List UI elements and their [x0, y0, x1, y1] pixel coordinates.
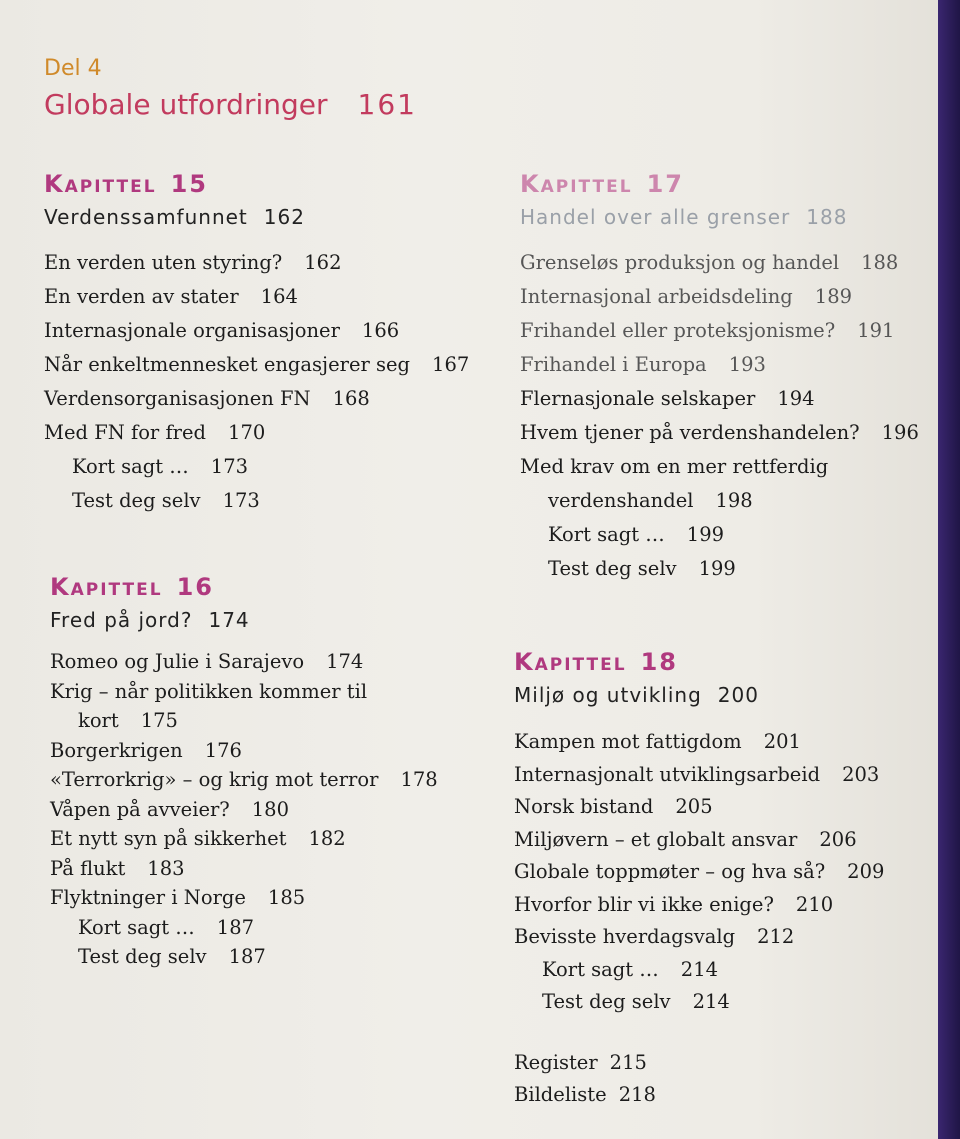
- toc-list: [50, 647, 438, 972]
- toc-entry-page: 206: [819, 827, 857, 851]
- toc-entry-page: 191: [857, 319, 895, 342]
- toc-entry-text: Internasjonal arbeidsdeling: [520, 285, 793, 308]
- back-matter-picture-list[interactable]: [514, 1079, 884, 1111]
- chapter-number: 18: [640, 648, 678, 676]
- toc-entry-test[interactable]: [520, 552, 919, 586]
- toc-entry[interactable]: [520, 280, 919, 314]
- toc-entry-page: 173: [222, 489, 260, 512]
- toc-entry-text: Kort sagt …: [78, 915, 195, 939]
- toc-entry-text: Test deg selv: [542, 990, 671, 1013]
- toc-entry-text: Borgerkrigen: [50, 738, 183, 762]
- toc-entry-page: 167: [432, 353, 470, 376]
- book-cover-edge: [938, 0, 960, 1139]
- toc-entry-text: Internasjonale organisasjoner: [44, 319, 340, 342]
- toc-entry-page: 166: [361, 319, 400, 342]
- toc-entry-text: Kampen mot fattigdom: [514, 730, 742, 753]
- chapter-title-text: Fred på jord?: [50, 608, 193, 632]
- chapter-17-block: [520, 170, 919, 586]
- toc-entry[interactable]: [44, 382, 469, 416]
- toc-entry-text: Frihandel eller proteksjonisme?: [520, 319, 836, 342]
- toc-entry-page: 176: [204, 738, 242, 762]
- toc-entry-text: Test deg selv: [548, 557, 677, 580]
- chapter-title: [520, 204, 919, 230]
- chapter-title: [50, 607, 438, 633]
- chapter-title-text: Miljø og utvikling: [514, 683, 702, 707]
- toc-entry[interactable]: [50, 824, 438, 854]
- chapter-title-text: Verdenssamfunnet: [44, 205, 248, 229]
- toc-entry-text: En verden av stater: [44, 285, 239, 308]
- toc-entry-text: verdenshandel: [548, 489, 694, 512]
- toc-entry[interactable]: [520, 450, 919, 484]
- kapittel-word: Kapittel: [50, 573, 163, 601]
- part-page-number: 161: [357, 88, 417, 121]
- toc-entry-text: Bevisste hverdagsvalg: [514, 925, 736, 948]
- toc-entry[interactable]: [520, 382, 919, 416]
- toc-entry-continued[interactable]: [50, 706, 438, 736]
- toc-entry-text: Test deg selv: [78, 945, 207, 968]
- chapter-heading: [520, 170, 919, 198]
- toc-entry-page: 198: [715, 489, 753, 512]
- toc-entry-page: 189: [814, 285, 853, 308]
- toc-entry[interactable]: [50, 883, 438, 913]
- toc-entry[interactable]: [520, 246, 919, 280]
- toc-entry-page: 215: [609, 1050, 647, 1074]
- toc-entry-text: Kort sagt …: [72, 455, 189, 478]
- toc-entry-text: Hvem tjener på verdenshandelen?: [520, 421, 860, 444]
- toc-entry-page: 188: [861, 251, 899, 274]
- toc-entry-text: Våpen på avveier?: [50, 797, 230, 821]
- toc-entry[interactable]: [50, 736, 438, 766]
- part-title: [44, 88, 417, 121]
- toc-entry-text: Miljøvern – et globalt ansvar: [514, 827, 798, 851]
- toc-entry-page: 183: [147, 856, 185, 880]
- toc-entry[interactable]: [44, 314, 469, 348]
- back-matter-list: [514, 1047, 884, 1111]
- toc-entry[interactable]: [514, 759, 884, 792]
- toc-entry-page: 205: [675, 795, 713, 818]
- toc-entry-summary[interactable]: [514, 954, 884, 987]
- toc-entry-page: 178: [400, 768, 438, 791]
- back-matter-register[interactable]: [514, 1047, 884, 1079]
- toc-entry-text: Kort sagt …: [542, 957, 659, 981]
- toc-entry-page: 214: [692, 990, 730, 1013]
- toc-entry-page: 212: [757, 925, 795, 948]
- toc-entry[interactable]: [514, 921, 884, 954]
- toc-entry-page: 210: [795, 892, 834, 916]
- chapter-page-number: 188: [806, 205, 848, 229]
- toc-entry-text: Globale toppmøter – og hva så?: [514, 860, 826, 883]
- toc-entry-text: Flernasjonale selskaper: [520, 387, 756, 410]
- toc-entry-text: Hvorfor blir vi ikke enige?: [514, 892, 774, 916]
- chapter-page-number: 174: [208, 608, 250, 632]
- toc-entry-page: 214: [680, 957, 719, 981]
- toc-entry[interactable]: [44, 348, 469, 382]
- toc-entry-page: 201: [763, 730, 801, 753]
- toc-entry-page: 203: [842, 762, 880, 786]
- toc-entry-text: Register: [514, 1050, 598, 1074]
- toc-entry[interactable]: [44, 416, 469, 450]
- chapter-15-block: [44, 170, 469, 518]
- toc-entry[interactable]: [50, 795, 438, 825]
- toc-entry-page: 175: [140, 709, 178, 732]
- toc-entry-page: 209: [847, 860, 885, 883]
- toc-entry[interactable]: [50, 854, 438, 884]
- toc-entry-text: Romeo og Julie i Sarajevo: [50, 650, 305, 673]
- toc-entry-text: kort: [78, 709, 119, 732]
- kapittel-word: Kapittel: [514, 648, 627, 676]
- toc-entry-page: 162: [304, 251, 342, 274]
- toc-entry-text: Med FN for fred: [44, 421, 207, 444]
- toc-entry-text: Når enkeltmennesket engasjerer seg: [44, 353, 411, 376]
- chapter-heading: [50, 573, 438, 601]
- toc-entry-text: Verdensorganisasjonen FN: [44, 387, 311, 410]
- toc-entry-text: «Terrorkrig» – og krig mot terror: [50, 768, 379, 791]
- toc-entry-text: En verden uten styring?: [44, 251, 283, 274]
- chapter-heading: [44, 170, 469, 198]
- toc-list: [44, 246, 469, 518]
- toc-entry[interactable]: [520, 416, 919, 450]
- toc-entry-page: 187: [216, 915, 255, 939]
- toc-entry-page: 193: [728, 353, 766, 376]
- toc-entry-test[interactable]: [514, 986, 884, 1019]
- chapter-16-block: [50, 573, 438, 972]
- kapittel-word: Kapittel: [520, 170, 633, 198]
- toc-entry-text: Test deg selv: [72, 489, 201, 512]
- toc-entry[interactable]: [514, 726, 884, 759]
- toc-entry-text: Et nytt syn på sikkerhet: [50, 827, 287, 850]
- toc-entry-text: Kort sagt …: [548, 523, 665, 546]
- toc-entry-page: 196: [881, 421, 919, 444]
- toc-entry-text: Bildeliste: [514, 1082, 607, 1106]
- chapter-number: 17: [646, 170, 684, 198]
- toc-entry[interactable]: [520, 348, 919, 382]
- toc-entry-page: 218: [618, 1082, 656, 1106]
- toc-entry-summary[interactable]: [44, 450, 469, 484]
- toc-entry-page: 185: [267, 886, 306, 909]
- toc-entry-text: Norsk bistand: [514, 795, 654, 818]
- toc-entry-text: Med krav om en mer rettferdig: [520, 455, 829, 478]
- toc-entry-text: På flukt: [50, 856, 126, 880]
- toc-entry-test[interactable]: [50, 942, 438, 972]
- toc-list: [514, 726, 884, 1019]
- chapter-title-text: Handel over alle grenser: [520, 205, 791, 229]
- toc-entry-page: 180: [251, 797, 289, 821]
- toc-entry-page: 194: [777, 387, 815, 410]
- toc-entry-page: 164: [260, 285, 298, 308]
- toc-entry-summary[interactable]: [50, 913, 438, 943]
- toc-entry-continued[interactable]: [520, 484, 919, 518]
- chapter-title: [514, 682, 884, 708]
- toc-entry-text: Frihandel i Europa: [520, 353, 707, 376]
- toc-entry-page: 168: [332, 387, 370, 410]
- chapter-number: 15: [170, 170, 208, 198]
- toc-entry[interactable]: [44, 280, 469, 314]
- part-label: Del 4: [44, 56, 102, 81]
- toc-entry[interactable]: [520, 314, 919, 348]
- chapter-heading: [514, 648, 884, 676]
- chapter-number: 16: [176, 573, 214, 601]
- toc-entry-page: 174: [326, 650, 364, 673]
- toc-entry-page: 182: [308, 827, 346, 850]
- toc-entry-page: 199: [698, 557, 736, 580]
- toc-entry-summary[interactable]: [520, 518, 919, 552]
- toc-entry-text: Internasjonalt utviklingsarbeid: [514, 762, 821, 786]
- toc-entry-text: Grenseløs produksjon og handel: [520, 251, 840, 274]
- chapter-title: [44, 204, 469, 230]
- toc-entry[interactable]: [514, 856, 884, 889]
- toc-entry[interactable]: [44, 246, 469, 280]
- toc-entry[interactable]: [514, 824, 884, 857]
- chapter-page-number: 162: [263, 205, 305, 229]
- toc-entry[interactable]: [514, 889, 884, 922]
- toc-entry-text: Krig – når politikken kommer til: [50, 679, 368, 703]
- part-title-text: Globale utfordringer: [44, 88, 328, 121]
- toc-entry-test[interactable]: [44, 484, 469, 518]
- toc-entry[interactable]: [50, 647, 438, 677]
- toc-entry-page: 173: [210, 455, 249, 478]
- chapter-18-block: [514, 648, 884, 1111]
- kapittel-word: Kapittel: [44, 170, 157, 198]
- toc-entry[interactable]: [514, 791, 884, 824]
- chapter-page-number: 200: [717, 683, 759, 707]
- toc-entry-page: 187: [228, 945, 266, 968]
- toc-entry-text: Flyktninger i Norge: [50, 886, 246, 909]
- toc-entry-page: 170: [228, 421, 266, 444]
- toc-entry-page: 199: [686, 523, 725, 546]
- toc-entry[interactable]: [50, 765, 438, 795]
- toc-list: [520, 246, 919, 586]
- toc-entry[interactable]: [50, 677, 438, 707]
